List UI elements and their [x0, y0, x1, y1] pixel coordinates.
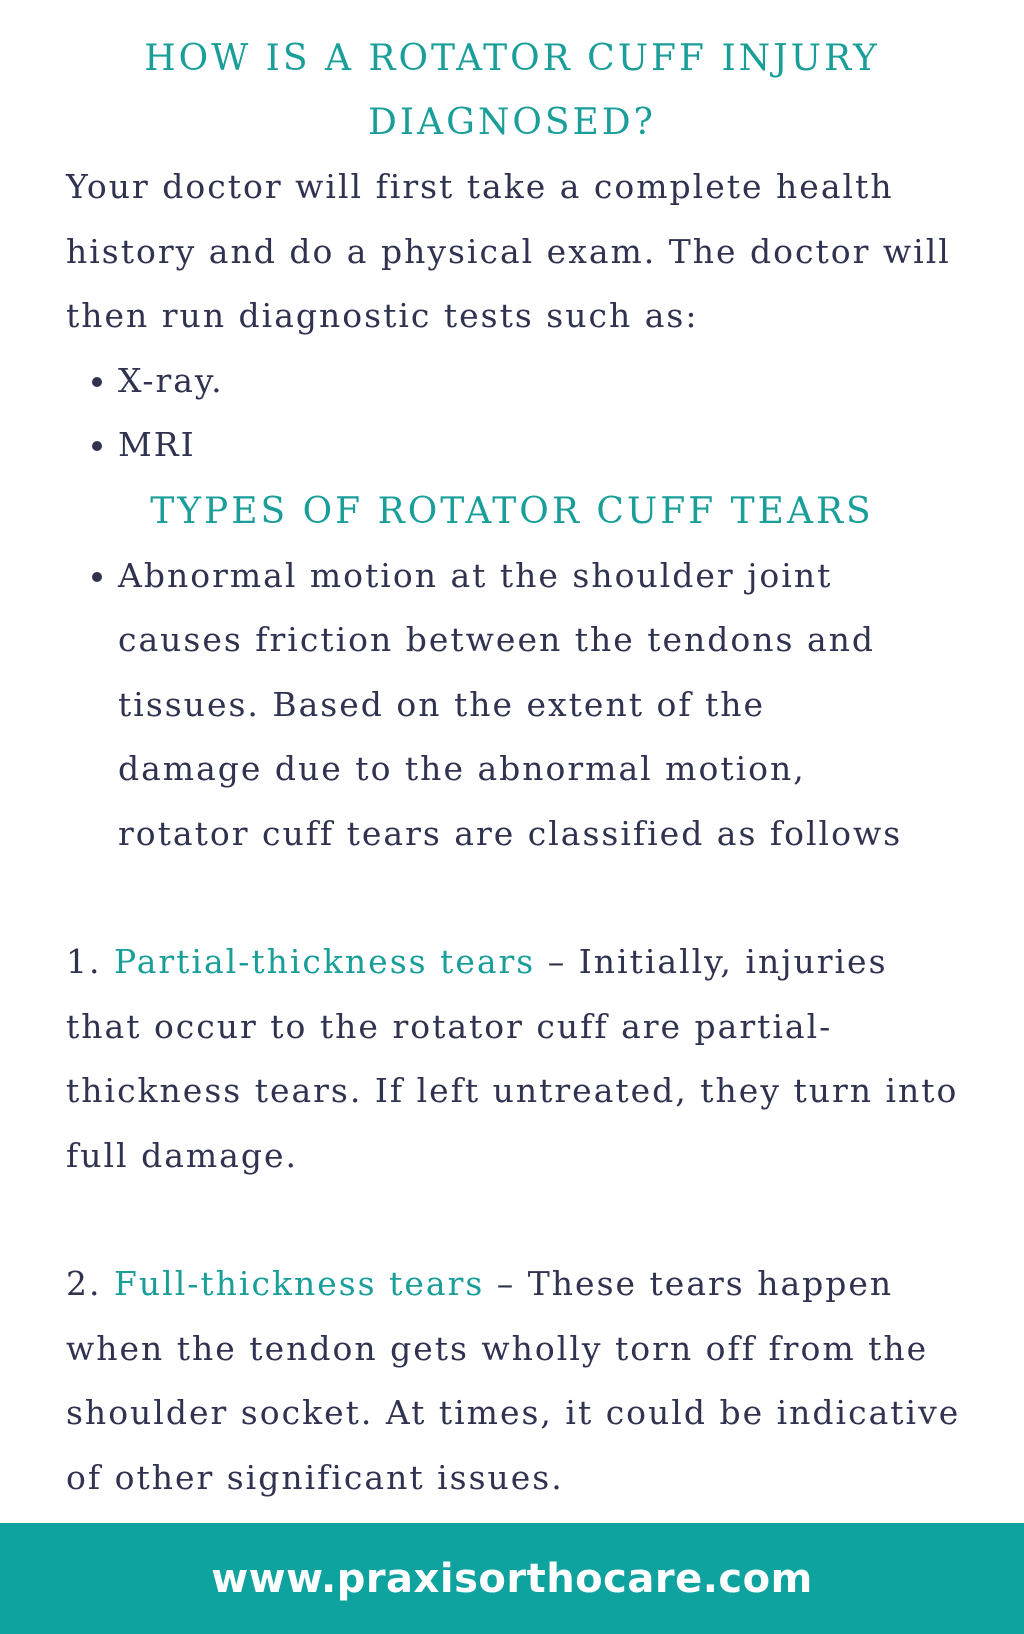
types-bullet-text: Abnormal motion at the shoulder joint causes friction between the tendons and tissues. Based on the extent of the damage due to the abnormal motion, rotator cuff tears are classified as follows — [118, 555, 903, 853]
diagnosis-intro: Your doctor will first take a complete health history and do a physical exam. The doctor will then run diagnostic tests such as: — [66, 167, 951, 335]
item-term: Full-thickness tears — [114, 1264, 485, 1303]
diagnostic-tests-list — [0, 349, 1024, 478]
list-item — [92, 349, 1024, 414]
types-bullet-list — [0, 544, 1024, 867]
item-number: 2. — [66, 1264, 102, 1303]
spacer — [0, 866, 1024, 930]
list-item — [92, 544, 908, 867]
item-dash: – — [547, 942, 567, 981]
item-description: These tears happen when the tendon gets wholly torn off from the shoulder socket. At times, it could be indicative of other significant issues. — [66, 1264, 961, 1497]
types-heading: TYPES OF ROTATOR CUFF TEARS — [150, 490, 874, 532]
bullet-icon — [92, 441, 102, 451]
diagnosis-heading-line1: HOW IS A ROTATOR CUFF INJURY — [144, 38, 880, 79]
diagnosis-heading — [0, 0, 1024, 155]
test-label: MRI — [118, 425, 196, 464]
tear-type-item — [66, 930, 966, 1188]
diagnosis-heading-line2: DIAGNOSED? — [368, 102, 656, 143]
item-number: 1. — [66, 942, 102, 981]
bullet-icon — [92, 377, 102, 387]
bullet-icon — [92, 572, 102, 582]
spacer — [0, 1188, 1024, 1252]
item-dash: – — [496, 1264, 516, 1303]
item-description: Initially, injuries that occur to the rotator cuff are partial-thickness tears. If left untreated, they turn into full damage. — [66, 942, 959, 1175]
item-term: Partial-thickness tears — [114, 942, 536, 981]
website-url[interactable]: www.praxisorthocare.com — [211, 1555, 813, 1602]
test-label: X-ray. — [118, 360, 224, 400]
tear-type-item — [66, 1252, 966, 1510]
footer-banner — [0, 1523, 1024, 1634]
list-item — [92, 413, 1024, 478]
